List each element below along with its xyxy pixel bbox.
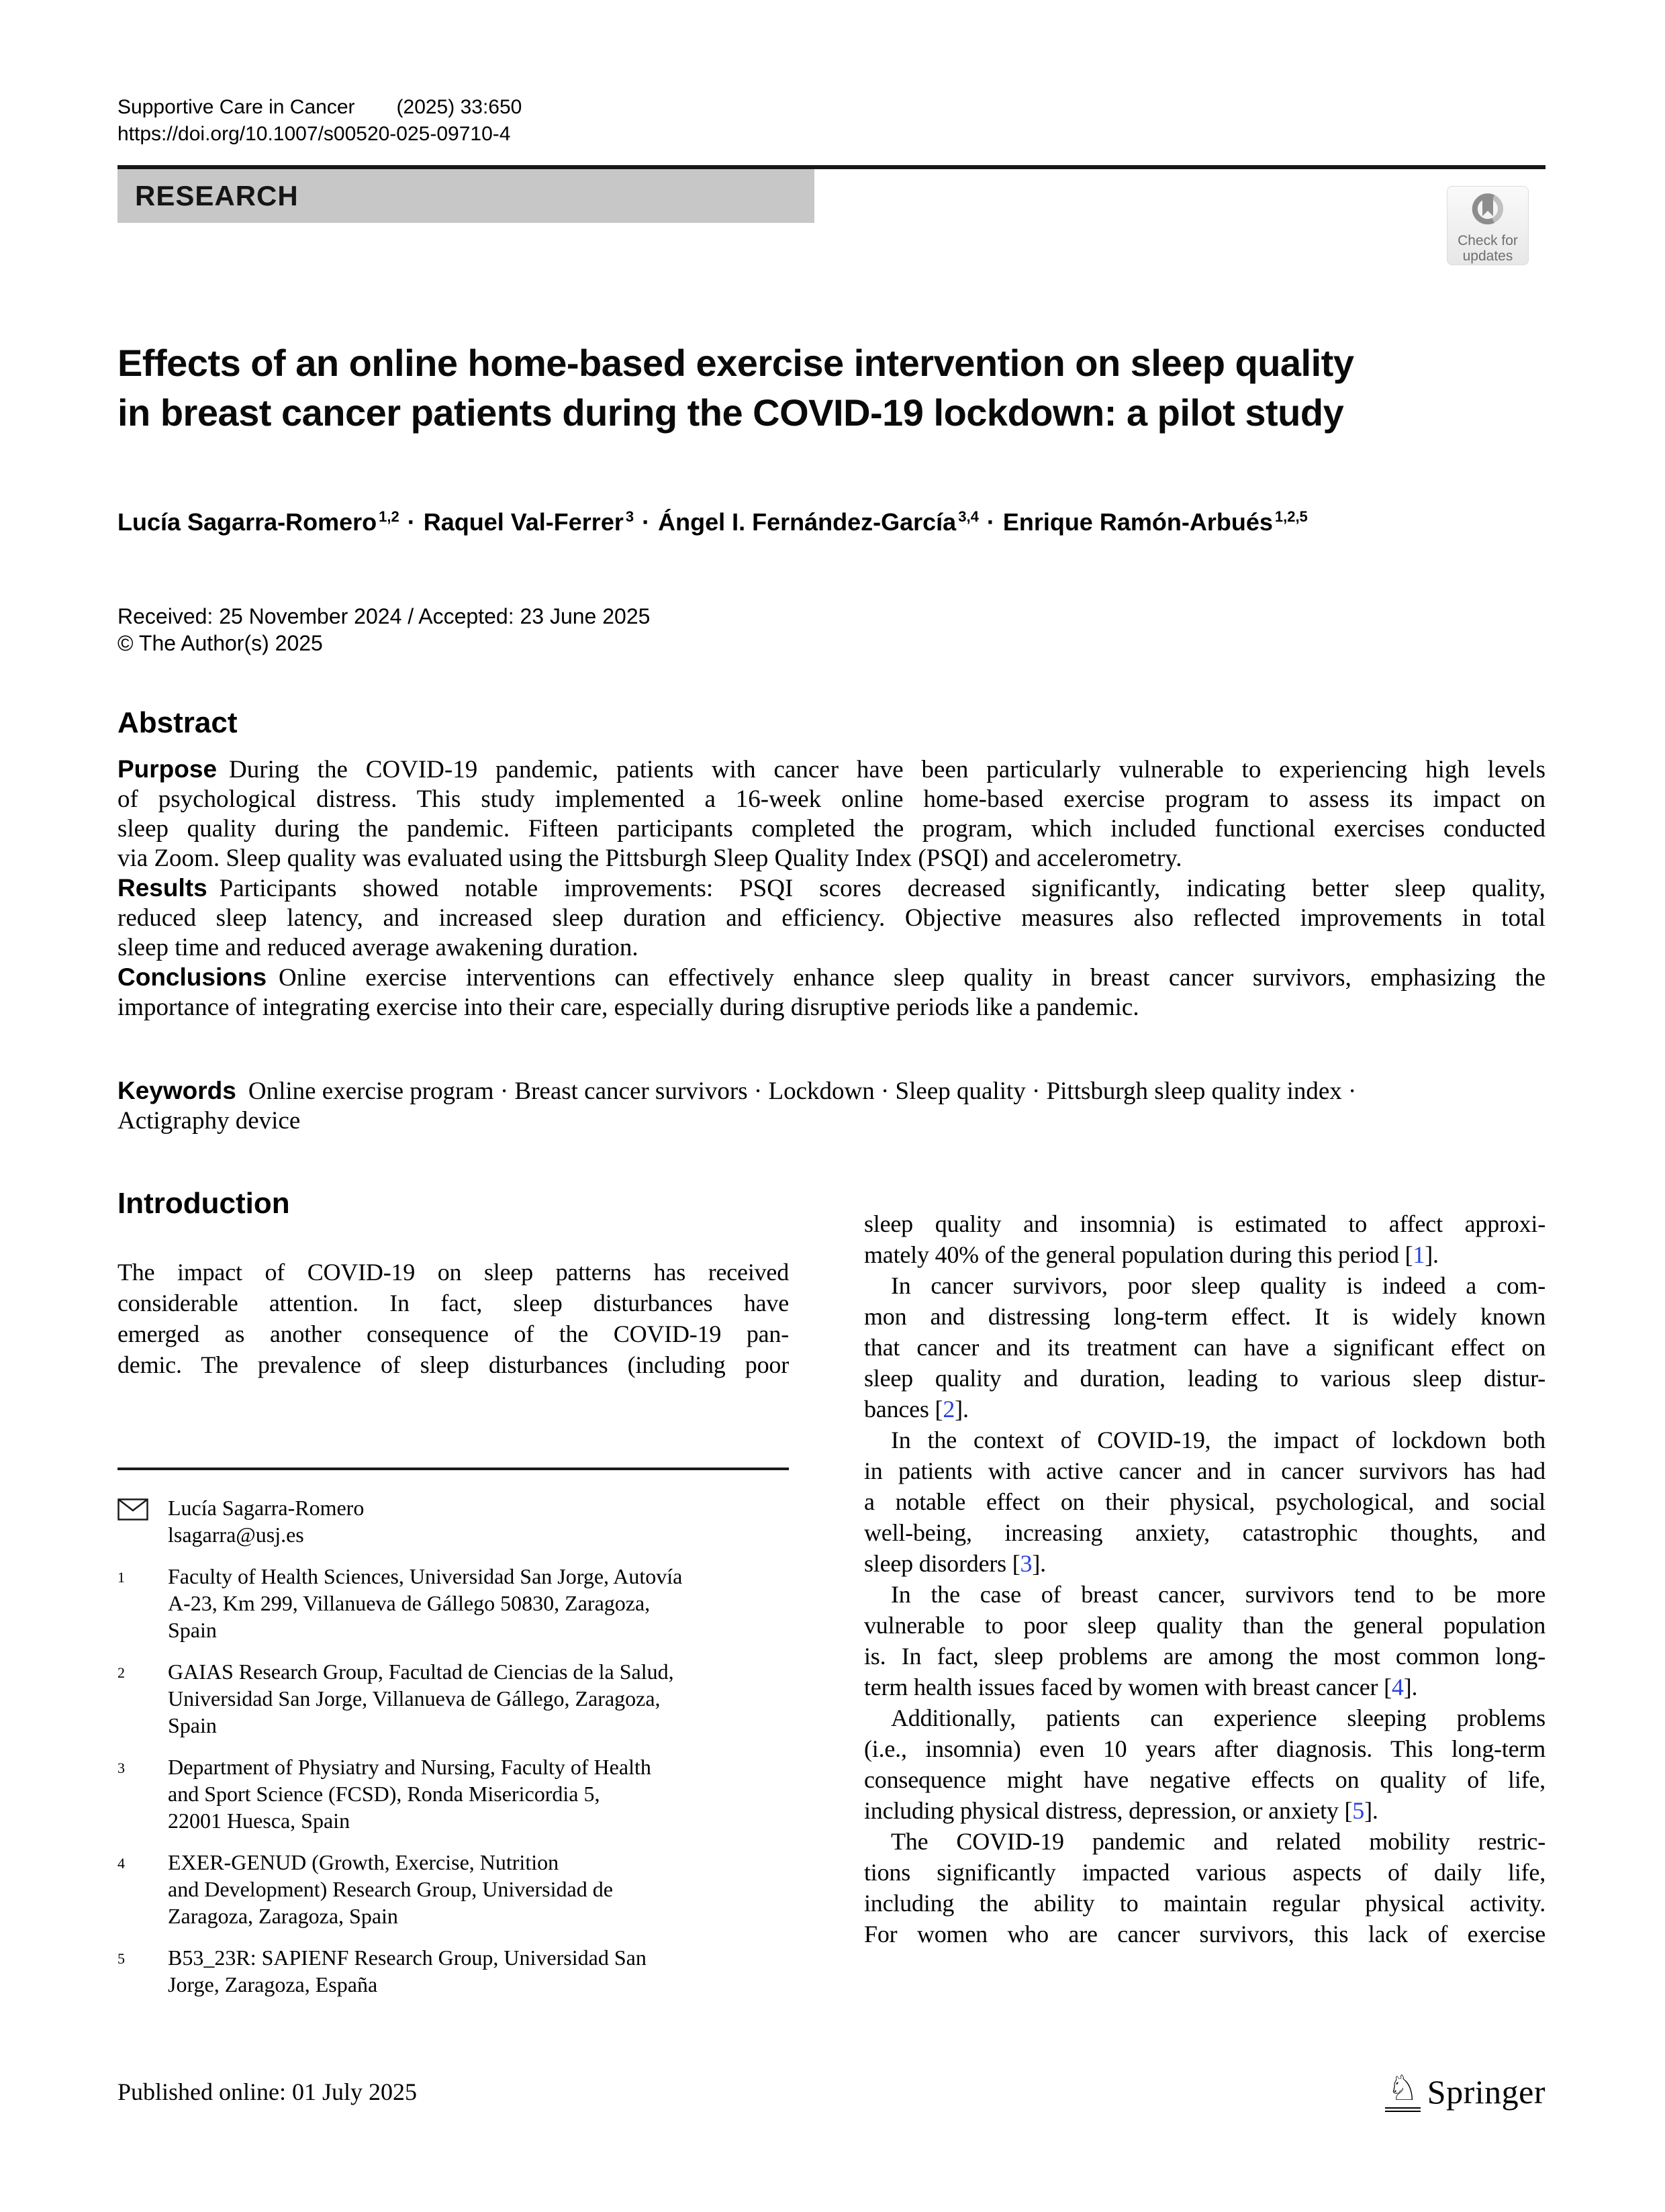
affiliation-line: Spain [168,1713,217,1737]
keywords-line-1 [117,1076,1545,1106]
text-line: that cancer and its treatment can have a significant effect on [864,1334,1545,1361]
affiliation-text [168,1563,789,1643]
journal-citation-line [117,94,1545,121]
springer-horse-icon: ♘ [1385,2071,1421,2112]
affiliation-text [168,1658,789,1739]
affiliation-line: Zaragoza, Zaragoza, Spain [168,1904,398,1928]
affiliation-line: Jorge, Zaragoza, España [168,1972,378,1997]
affiliation-line: A-23, Km 299, Villanueva de Gállego 50830, Zaragoza, [168,1591,651,1615]
text-line: sleep quality and duration, leading to various sleep distur- [864,1365,1545,1392]
paragraph [864,1702,1545,1826]
affiliation-number: 2 [117,1664,125,1681]
text-line: bances [2]. [864,1396,969,1423]
journal-volume: (2025) 33:650 [396,96,522,118]
text-line: emerged as another consequence of the COVID-19 pan- [117,1320,789,1347]
author-affiliation-sup: 3,4 [958,508,979,525]
corresponding-author-email: lsagarra@usj.es [168,1523,304,1547]
citation-ref[interactable]: 1 [1413,1241,1425,1268]
affiliation-line: Universidad San Jorge, Villanueva de Gállego, Zaragoza, [168,1686,661,1711]
text-line: including the ability to maintain regular physical activity. [864,1890,1545,1917]
text-line: In cancer survivors, poor sleep quality is indeed a com- [891,1272,1545,1299]
doi-line: https://doi.org/10.1007/s00520-025-09710-4 [117,123,511,145]
left-column [117,1186,789,1998]
author-separator: · [986,508,995,536]
article-dates [117,603,1545,657]
affiliation-gutter [144,1753,168,1834]
text-line: is. In fact, sleep problems are among the most common long- [864,1643,1545,1670]
affiliation-number: 5 [117,1950,125,1967]
envelope-icon [117,1494,168,1548]
page-title [117,338,1545,438]
copyright-line: © The Author(s) 2025 [117,631,323,655]
introduction-heading: Introduction [117,1187,290,1220]
citation-ref[interactable]: 3 [1020,1550,1033,1577]
text-line: Additionally, patients can experience sleeping problems [891,1704,1545,1731]
publisher-name: Springer [1427,2072,1545,2111]
text-line: of psychological distress. This study implemented a 16-week online home-based exercise program to assess its impact on [117,785,1545,813]
author-affiliation-sup: 1,2,5 [1274,508,1308,525]
text-line: term health issues faced by women with breast cancer [4]. [864,1674,1418,1700]
journal-header [117,0,1545,148]
paragraph [864,1208,1545,1270]
article-type-bar [117,169,814,223]
two-column-section [117,1186,1545,1998]
check-for-updates-badge[interactable] [1447,186,1529,265]
keywords-block [117,1076,1545,1136]
affiliation-line: Faculty of Health Sciences, Universidad San Jorge, Autovía [168,1564,683,1588]
journal-name: Supportive Care in Cancer [117,96,355,118]
text-line: In the context of COVID-19, the impact of lockdown both [891,1427,1545,1453]
paragraph [117,755,1545,873]
text-line: tions significantly impacted various aspects of daily life, [864,1859,1545,1886]
column-gap [789,1186,864,1998]
affiliation-text [168,1753,789,1834]
author-affiliation-sup: 3 [625,508,634,525]
text-line: a notable effect on their physical, psychological, and social [864,1488,1545,1515]
affiliation-item [117,1849,789,1929]
affiliations-list [117,1563,789,1998]
text-line: importance of integrating exercise into their care, especially during disruptive periods like a pandemic. [117,994,1139,1021]
text-line: The impact of COVID-19 on sleep patterns has received [117,1259,789,1286]
paragraph [864,1270,1545,1425]
text-line: Results Participants showed notable improvements: PSQI scores decreased significantly, indicating better sleep quality, [117,874,1545,902]
article-type-label: RESEARCH [135,180,299,211]
text-line: in patients with active cancer and in cancer survivors has had [864,1457,1545,1484]
abstract-body [117,755,1545,1022]
affiliation-gutter [144,1944,168,1998]
text-line: The COVID-19 pandemic and related mobility restric- [891,1828,1545,1855]
text-line: considerable attention. In fact, sleep disturbances have [117,1290,789,1316]
affiliation-text [168,1849,789,1929]
author-name: Enrique Ramón-Arbués [1002,508,1273,536]
text-line: sleep time and reduced average awakening duration. [117,934,638,961]
affiliation-gutter [144,1563,168,1643]
text-line: vulnerable to poor sleep quality than the general population [864,1612,1545,1639]
authors-line [117,502,1545,537]
paragraph [117,873,1545,963]
paragraph [864,1826,1545,1950]
paragraph-label: Results [117,874,207,902]
affiliation-item [117,1753,789,1834]
header-rule [117,165,1545,223]
paragraph [864,1425,1545,1579]
text-line: (i.e., insomnia) even 10 years after diagnosis. This long-term [864,1735,1545,1762]
published-online: Published online: 01 July 2025 [117,2078,418,2105]
citation-ref[interactable]: 4 [1391,1674,1404,1700]
title-line-2: in breast cancer patients during the COVID-19 lockdown: a pilot study [117,391,1344,434]
affiliation-item [117,1563,789,1643]
text-line: well-being, increasing anxiety, catastrophic thoughts, and [864,1519,1545,1546]
keywords-line-2: Actigraphy device [117,1107,301,1135]
affiliation-text [168,1944,789,1998]
text-line: consequence might have negative effects on quality of life, [864,1766,1545,1793]
text-line: mon and distressing long-term effect. It is widely known [864,1303,1545,1330]
affiliation-line: Spain [168,1618,217,1642]
affiliation-number: 4 [117,1855,125,1872]
text-line: Conclusions Online exercise interventions can effectively enhance sleep quality in breast cancer survivors, emphasizing the [117,963,1545,992]
text-line: reduced sleep latency, and increased sleep duration and efficiency. Objective measures also reflected improvements in total [117,904,1545,932]
text-line: including physical distress, depression, or anxiety [5]. [864,1797,1378,1824]
paragraph [864,1579,1545,1702]
affiliation-item [117,1944,789,1998]
text-line: For women who are cancer survivors, this lack of exercise [864,1921,1545,1947]
right-column [864,1186,1545,1998]
author-affiliation-sup: 1,2 [379,508,399,525]
paragraph [117,963,1545,1022]
introduction-body [117,1257,789,1380]
affiliation-line: GAIAS Research Group, Facultad de Ciencias de la Salud, [168,1660,674,1684]
paragraph-label: Conclusions [117,963,267,991]
text-line: demic. The prevalence of sleep disturbances (including poor [117,1351,789,1378]
affiliation-item [117,1658,789,1739]
affiliation-gutter [144,1658,168,1739]
affiliation-line: Department of Physiatry and Nursing, Faculty of Health [168,1755,651,1779]
check-updates-text: Check for updates [1458,233,1518,264]
affiliation-line: EXER-GENUD (Growth, Exercise, Nutrition [168,1850,559,1874]
text-line: via Zoom. Sleep quality was evaluated using the Pittsburgh Sleep Quality Index (PSQI) and accelerometry. [117,845,1182,872]
text-line: mately 40% of the general population during this period [1]. [864,1241,1439,1268]
affiliation-number: 1 [117,1569,125,1586]
author-name: Ángel I. Fernández-García [658,508,957,536]
affiliation-line: 22001 Huesca, Spain [168,1809,350,1833]
author-separator: · [407,508,416,536]
affiliation-gutter [144,1849,168,1929]
affiliation-line: B53_23R: SAPIENF Research Group, Universidad San [168,1945,647,1970]
footnote-block [117,1468,789,1998]
paragraph [117,1257,789,1380]
publisher-logo [1385,2068,1545,2112]
page-footer [117,2068,1545,2112]
text-line: sleep disorders [3]. [864,1550,1046,1577]
text-line: sleep quality during the pandemic. Fifteen participants completed the program, which included functional exercises conducted [117,815,1545,843]
affiliation-line: and Sport Science (FCSD), Ronda Misericordia 5, [168,1782,600,1806]
correspondence-block [117,1494,789,1548]
text-line: Purpose During the COVID-19 pandemic, patients with cancer have been particularly vulnerable to experiencing high levels [117,755,1545,783]
author-name: Raquel Val-Ferrer [423,508,624,536]
corresponding-author-name: Lucía Sagarra-Romero [168,1496,365,1520]
keywords-text: Online exercise program · Breast cancer survivors · Lockdown · Sleep quality · Pittsburgh sleep quality index · [248,1077,1357,1105]
citation-ref[interactable]: 5 [1352,1797,1365,1824]
title-line-1: Effects of an online home-based exercise intervention on sleep quality [117,342,1354,384]
correspondence-text [168,1494,364,1548]
abstract-heading: Abstract [117,706,238,739]
text-line: sleep quality and insomnia) is estimated to affect approxi- [864,1210,1545,1237]
text-line: In the case of breast cancer, survivors tend to be more [891,1581,1545,1608]
affiliation-number: 3 [117,1760,125,1776]
author-separator: · [642,508,651,536]
author-name: Lucía Sagarra-Romero [117,508,377,536]
received-accepted: Received: 25 November 2024 / Accepted: 23 June 2025 [117,604,651,628]
keywords-label: Keywords [117,1077,236,1104]
affiliation-line: and Development) Research Group, Universidad de [168,1877,613,1901]
paragraph-label: Purpose [117,755,218,783]
citation-ref[interactable]: 2 [943,1396,955,1423]
check-updates-icon [1468,191,1507,233]
